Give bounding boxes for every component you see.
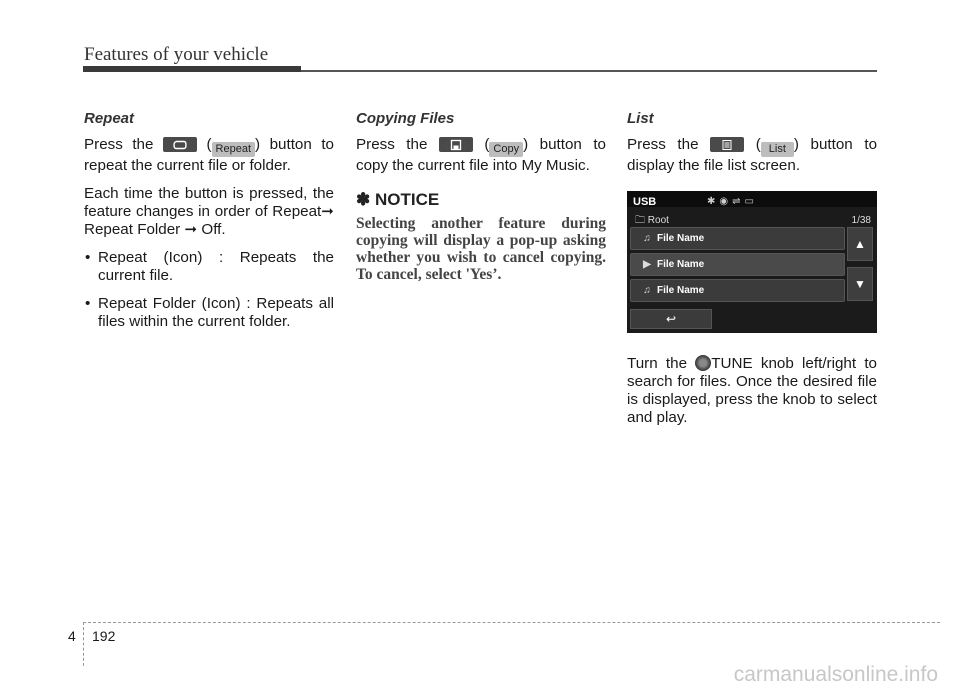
folder-icon: 🗀 — [635, 215, 645, 226]
back-button[interactable] — [630, 309, 712, 329]
repeat-paragraph: Press the ( Repeat ) button to repeat the current file or folder. — [84, 136, 335, 174]
list-item: • Repeat (Icon) : Repeats the current file. — [84, 249, 334, 285]
list-button[interactable]: List — [761, 142, 794, 157]
arrow-right-icon: ➞ — [184, 221, 198, 238]
list-paragraph: Press the ( List ) button to display the file list screen. — [627, 136, 878, 174]
list-section — [627, 110, 877, 437]
copying-paragraph: Press the ( Copy ) button to copy the current file into My Music. — [356, 136, 607, 174]
back-arrow-icon: ↩ — [665, 312, 677, 326]
copying-section — [356, 110, 606, 283]
footer-rule — [83, 622, 940, 623]
file-row[interactable]: ▶ File Name — [630, 253, 845, 276]
scroll-down-button[interactable] — [847, 267, 873, 301]
notice-title: ✽ NOTICE — [356, 190, 440, 209]
list-item: • Repeat Folder (Icon) : Repeats all files within the current folder. — [84, 295, 334, 331]
arrow-down-icon: ▼ — [854, 277, 866, 291]
tune-knob-icon — [695, 355, 711, 371]
file-row[interactable]: ♫ File Name — [630, 279, 845, 302]
copy-button[interactable]: Copy — [489, 142, 523, 157]
footer-divider — [83, 622, 84, 666]
page-number: 192 — [92, 628, 116, 644]
scroll-up-button[interactable] — [847, 227, 873, 261]
screen-file-count: 1/38 — [851, 215, 871, 226]
header-bar — [83, 66, 301, 72]
repeat-heading: Repeat — [84, 110, 135, 127]
chapter-number: 4 — [68, 628, 76, 644]
copying-heading: Copying Files — [356, 110, 455, 127]
save-icon — [439, 137, 473, 152]
arrow-right-icon: ➞ — [321, 203, 334, 220]
bluetooth-icon: ✱ — [707, 196, 720, 207]
watermark: carmanualsonline.info — [733, 663, 938, 686]
repeat-bullet-list — [84, 249, 334, 331]
screen-source-label: USB — [633, 196, 657, 208]
play-icon: ▶ — [643, 259, 651, 270]
repeat-button[interactable]: Repeat — [212, 142, 255, 157]
status-icons — [707, 193, 758, 211]
repeat-section — [84, 110, 334, 341]
usb-icon: ⇌ — [732, 196, 745, 207]
page-header-title: Features of your vehicle — [84, 44, 269, 65]
list-heading: List — [627, 110, 654, 127]
music-note-icon: ♫ — [643, 233, 651, 244]
tune-paragraph: Turn the TUNE knob left/right to search for files. Once the desired file is displayed, press the knob to select and play. — [627, 355, 877, 426]
notice-body: Selecting another feature during copying will display a pop-up asking whether you wish to cancel copying. To cancel, select 'Yes’. — [356, 215, 606, 283]
music-note-icon: ♫ — [643, 285, 651, 296]
screen-folder: 🗀 Root — [635, 215, 669, 226]
settings-icon: ◉ — [719, 196, 733, 207]
list-icon — [710, 137, 744, 152]
file-list-screen — [627, 191, 877, 333]
repeat-order-paragraph: Each time the button is pressed, the feature changes in order of Repeat➞ Repeat Folder ➞ Off. — [84, 185, 334, 238]
repeat-icon — [163, 137, 197, 152]
battery-icon: ▭ — [744, 196, 758, 207]
arrow-up-icon: ▲ — [854, 237, 866, 251]
header-rule — [301, 70, 877, 72]
file-row[interactable]: ♫ File Name — [630, 227, 845, 250]
